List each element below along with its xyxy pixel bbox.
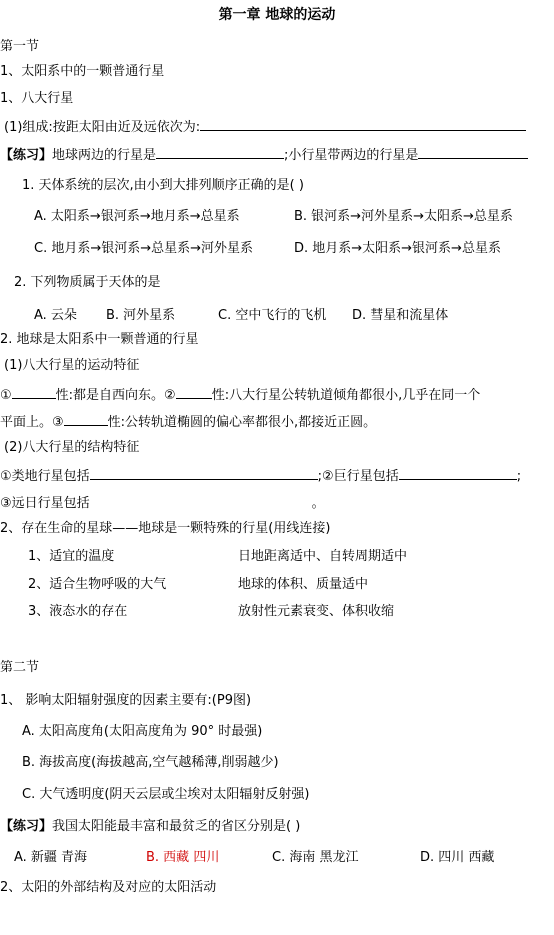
exercise-question: 我国太阳能最丰富和最贫乏的省区分别是( ) <box>52 819 301 834</box>
factor-b: B. 海拔高度(海拔越高,空气越稀薄,削弱越少) <box>22 755 279 770</box>
punctuation: ; <box>516 469 522 484</box>
far-planet-label: ③远日行星包括 <box>0 496 90 511</box>
answer-blank[interactable] <box>176 385 212 399</box>
question-1-option-a: A. 太阳系→银河系→地月系→总星系 <box>34 209 240 224</box>
motion-line-2 <box>0 412 376 432</box>
match-right-item[interactable]: 地球的体积、质量适中 <box>238 577 369 592</box>
motion-text-3a: 平面上。③ <box>0 415 64 430</box>
answer-blank[interactable] <box>200 117 526 131</box>
exercise-tag: 【练习】 <box>0 819 53 834</box>
question-2-option-c: C. 空中飞行的飞机 <box>218 308 327 323</box>
answer-option-d: D. 四川 西藏 <box>420 850 495 865</box>
giant-label: ;②巨行星包括 <box>317 469 399 484</box>
heading-eight-planets: 1、八大行星 <box>0 91 74 106</box>
punctuation: 。 <box>311 496 325 511</box>
match-right-item[interactable]: 日地距离适中、自转周期适中 <box>238 549 408 564</box>
answer-blank[interactable] <box>418 145 528 159</box>
structure-line-1 <box>0 466 521 486</box>
question-2-stem: 2. 下列物质属于天体的是 <box>14 275 161 290</box>
section-2-heading: 第二节 <box>0 660 40 675</box>
answer-blank[interactable] <box>90 493 312 507</box>
heading-solar-system: 1、太阳系中的一颗普通行星 <box>0 64 165 79</box>
question-2-option-d: D. 彗星和流星体 <box>352 308 449 323</box>
marker-1: ① <box>0 388 12 403</box>
factor-c: C. 大气透明度(阴天云层或尘埃对太阳辐射反射强) <box>22 787 310 802</box>
match-left-item[interactable]: 3、液态水的存在 <box>28 604 128 619</box>
question-1-option-b: B. 银河系→河外星系→太阳系→总星系 <box>294 209 513 224</box>
question-1-option-d: D. 地月系→太阳系→银河系→总星系 <box>294 241 501 256</box>
exercise-line-2 <box>0 818 300 836</box>
answer-blank[interactable] <box>156 145 284 159</box>
answer-option-a: A. 新疆 青海 <box>14 850 88 865</box>
answer-blank[interactable] <box>399 466 517 480</box>
section-1-heading: 第一节 <box>0 39 40 54</box>
exercise-tag: 【练习】 <box>0 148 53 163</box>
subheading-structure: (2)八大行星的结构特征 <box>4 440 140 455</box>
motion-line-1 <box>0 385 480 405</box>
subheading-motion: (1)八大行星的运动特征 <box>4 358 140 373</box>
exercise-text-a: 地球两边的行星是 <box>52 148 157 163</box>
motion-text-3: 性:公转轨道椭圆的偏心率都很小,都接近正圆。 <box>107 415 377 430</box>
heading-radiation-factors: 1、 影响太阳辐射强度的因素主要有:(P9图) <box>0 693 252 708</box>
answer-option-b: B. 西藏 四川 <box>146 850 220 865</box>
question-1-stem: 1. 天体系统的层次,由小到大排列顺序正确的是( ) <box>22 178 304 193</box>
factor-a: A. 太阳高度角(太阳高度角为 90° 时最强) <box>22 724 263 739</box>
answer-blank[interactable] <box>90 466 318 480</box>
answer-blank[interactable] <box>64 412 108 426</box>
question-1-option-c: C. 地月系→银河系→总星系→河外星系 <box>34 241 254 256</box>
heading-special-planet: 2、存在生命的星球——地球是一颗特殊的行星(用线连接) <box>0 521 331 536</box>
question-2-option-b: B. 河外星系 <box>106 308 176 323</box>
question-2-option-a: A. 云朵 <box>34 308 77 323</box>
match-right-item[interactable]: 放射性元素衰变、体积收缩 <box>238 604 395 619</box>
structure-line-2 <box>0 493 325 513</box>
exercise-line-1 <box>0 145 528 165</box>
composition-label: (1)组成:按距太阳由近及远依次为: <box>4 120 201 135</box>
answer-option-c: C. 海南 黑龙江 <box>272 850 359 865</box>
heading-solar-structure: 2、太阳的外部结构及对应的太阳活动 <box>0 880 217 895</box>
match-left-item[interactable]: 2、适合生物呼吸的大气 <box>28 577 167 592</box>
match-left-item[interactable]: 1、适宜的温度 <box>28 549 115 564</box>
exercise-text-b: ;小行星带两边的行星是 <box>284 148 419 163</box>
heading-ordinary-planet: 2. 地球是太阳系中一颗普通的行星 <box>0 332 199 347</box>
page-title: 第一章 地球的运动 <box>218 7 336 23</box>
answer-blank[interactable] <box>12 385 56 399</box>
motion-text-1: 性:都是自西向东。② <box>55 388 176 403</box>
terrestrial-label: ①类地行星包括 <box>0 469 90 484</box>
composition-line <box>4 117 526 137</box>
motion-text-2: 性:八大行星公转轨道倾角都很小,几乎在同一个 <box>211 388 481 403</box>
